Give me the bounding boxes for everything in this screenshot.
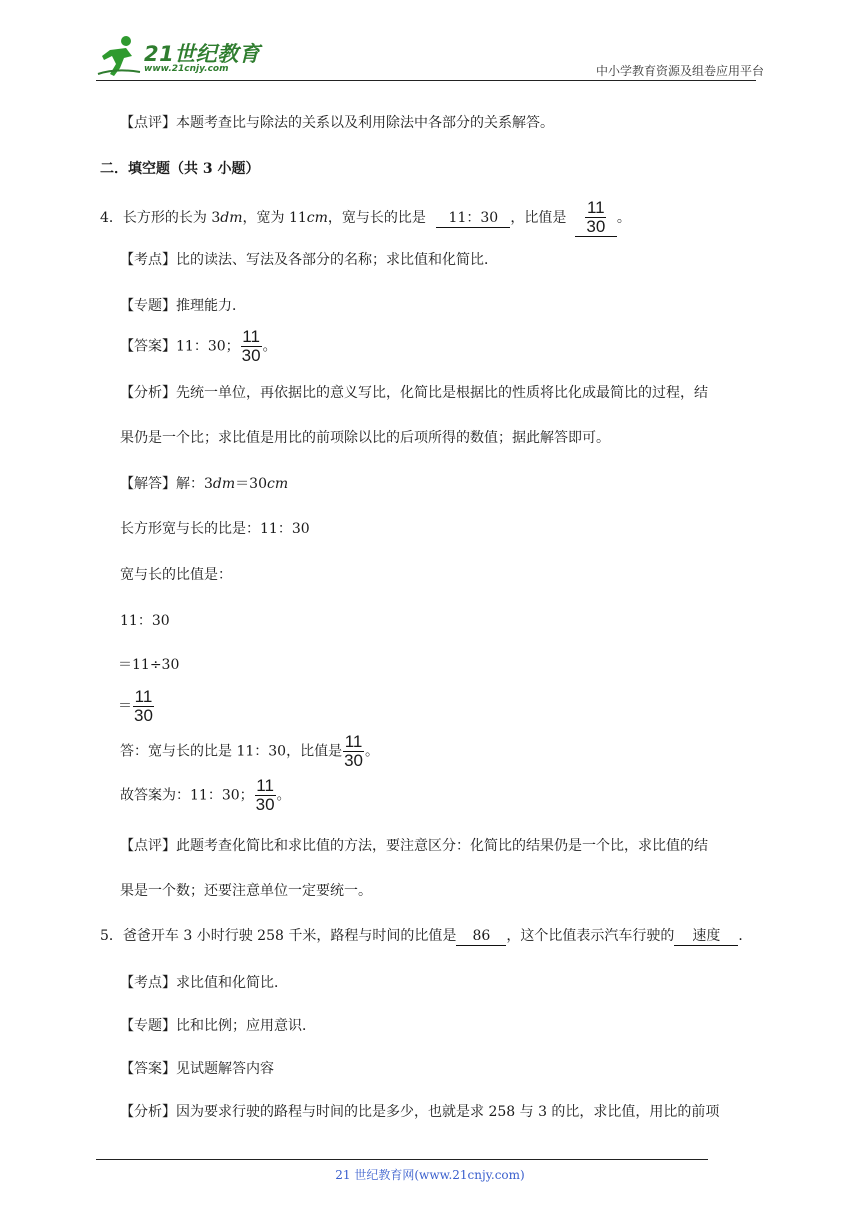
comment-text: 本题考查比与除法的关系以及利用除法中各部分的关系解答。 [176, 115, 554, 131]
platform-name: 中小学教育资源及组卷应用平台 [595, 64, 764, 78]
fraction: $\frac{11}{30}$ [134, 687, 153, 725]
section-title: 二．填空题（共 3 小题） [100, 161, 260, 177]
brand-name: 21世纪教育 [144, 42, 261, 66]
question-5-stem: 5．爸爸开车 3 小时行驶 258 千米，路程与时间的比值是 86 ，这个比值表示汽车行驶的 速度 ． [100, 928, 753, 944]
q4-step-6: 答：宽与长的比是 11：30，比值是 $\frac{11}{30}$ 。 [120, 732, 380, 770]
q4-solution: 【解答】解：3dm＝30cm [120, 476, 289, 492]
q4-zhuanti: 【专题】推理能力． [120, 298, 246, 314]
footer-text: 21 世纪教育网(www.21cnjy.com) [335, 1168, 525, 1182]
q4-kaodian: 【考点】比的读法、写法及各部分的名称；求比值和化简比． [120, 252, 498, 268]
q5-answer: 【答案】见试题解答内容 [120, 1061, 274, 1077]
q5-analysis-line-1: 【分析】因为要求行驶的路程与时间的比是多少，也就是求 258 与 3 的比，求比值，用比的前项 [120, 1104, 720, 1120]
q4-step-7: 故答案为：11：30； $\frac{11}{30}$ 。 [120, 776, 291, 814]
answer-blank-2 [575, 199, 617, 237]
question-number: 4． [100, 210, 123, 226]
running-man-icon [96, 34, 142, 78]
prev-comment [120, 112, 554, 132]
q5-kaodian: 【考点】求比值和化简比． [120, 975, 288, 991]
q4-step-3: 11：30 [120, 613, 170, 629]
brand-logo [96, 34, 261, 78]
brand-url: www.21cnjy.com [144, 64, 229, 74]
q4-comment-line-1: 【点评】此题考查化简比和求比值的方法，要注意区分：化简比的结果仍是一个比，求比值的结 [120, 838, 708, 854]
answer-blank-2: 速度 [674, 928, 738, 946]
answer-blank-1: 86 [456, 928, 506, 946]
q5-zhuanti: 【专题】比和比例；应用意识． [120, 1018, 316, 1034]
q4-step-5: ＝ $\frac{11}{30}$ [118, 687, 153, 725]
question-4-stem: 4．长方形的长为 3dm，宽为 11cm，宽与长的比是 11：30 ，比值是 $\frac{11}{30}$ 。 [100, 198, 631, 236]
comment-label: 【点评】 [120, 115, 176, 131]
fraction: $\frac{11}{30}$ [344, 732, 364, 770]
fraction: $\frac{11}{30}$ [586, 198, 606, 236]
footer-divider [96, 1159, 708, 1160]
header-divider [96, 80, 756, 81]
q4-step-4: ＝11÷30 [118, 657, 180, 673]
q4-analysis-line-2: 果仍是一个比；求比值是用比的前项除以比的后项所得的数值；据此解答即可。 [120, 430, 610, 446]
q4-analysis-line-1: 【分析】先统一单位，再依据比的意义写比，化简比是根据比的性质将比化成最简比的过程，结 [120, 385, 708, 401]
q4-comment-line-2: 果是一个数；还要注意单位一定要统一。 [120, 883, 372, 899]
fraction: $\frac{11}{30}$ [255, 776, 275, 814]
question-number: 5． [100, 928, 123, 944]
answer-blank-1: 11：30 [436, 210, 510, 228]
fraction: $\frac{11}{30}$ [241, 327, 261, 365]
q4-step-1: 长方形宽与长的比是：11：30 [120, 521, 310, 537]
q4-answer: 【答案】11：30； $\frac{11}{30}$ 。 [120, 327, 277, 365]
q4-step-2: 宽与长的比值是： [120, 567, 232, 583]
